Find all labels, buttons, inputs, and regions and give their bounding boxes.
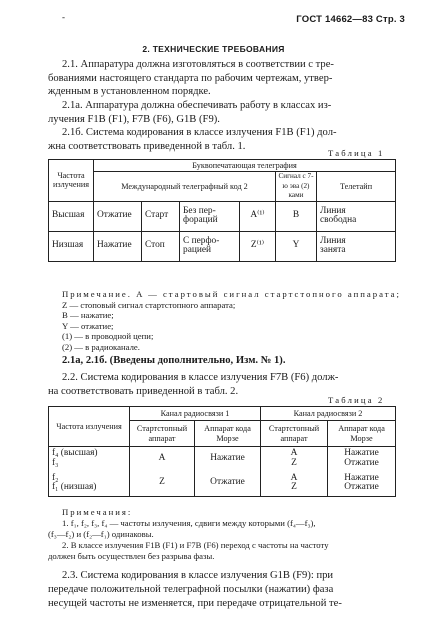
table-1-cell-line: свободна (320, 215, 357, 226)
table-1-col-emission: Частота излучения (49, 160, 94, 202)
table-2-cell-line: A (290, 448, 298, 459)
table-1-cell-line: Линия (320, 235, 346, 246)
table-1-caption: Таблица 1 (328, 148, 385, 158)
table-1-note-line: Примечание. A — стартовый сигнал стартстопного аппарата; (62, 289, 401, 299)
table-2-note-line: 1. f₁, f₂, f₃, f₄ — частоты излучения, сдвиги между которыми (f₄—f₃), (62, 518, 316, 528)
table-2-channel-2: Канал радиосвязи 2 (261, 407, 396, 421)
table-1-cell: A⁽¹⁾ (240, 201, 276, 231)
para-2-3-line-3: несущей частоты не изменяется, при передаче отрицательной те- (48, 598, 342, 609)
para-2-2-line-2: на соответствовать приведенной в табл. 2. (48, 385, 239, 397)
table-2-cell: A (130, 447, 195, 471)
table-1-cell-line: фораций (183, 215, 218, 226)
table-1-subheader-code: Международный телеграфный код 2 (94, 172, 276, 202)
table-2-cell-line: Нажатие (344, 448, 379, 459)
table-1-cell: Отжатие (94, 201, 142, 231)
para-2-1b-line-1: 2.1б. Система кодирования в классе излучения F1B (F1) дол- (62, 127, 337, 138)
table-2-cell (49, 471, 130, 497)
para-2-3-line-2: передаче положительной телеграфной посылки (нажатии) фаза (48, 584, 334, 595)
table-2-freq-line: f₄ (высшая) (52, 448, 98, 459)
table-2-caption: Таблица 2 (328, 395, 385, 405)
table-2-sub-startstop: Стартстопный аппарат (130, 421, 195, 447)
page-mark: - (62, 12, 65, 22)
table-1-cell (317, 231, 396, 261)
para-2-1-line-2: бованиями настоящего стандарта по рабочим чертежам, утвер- (48, 72, 333, 84)
table-1-cell-line: рацией (183, 245, 212, 256)
table-1-cell: B (276, 201, 317, 231)
table-2-cell: Нажатие (195, 447, 261, 471)
amendment-note: 2.1а, 2.1б. (Введены дополнительно, Изм. № 1). (62, 355, 286, 366)
para-2-3-line-1: 2.3. Система кодирования в классе излучения G1B (F9): при (62, 570, 334, 581)
table-2-cell-line: A (290, 472, 298, 483)
table-1-subheader-teletype: Телетайп (317, 172, 396, 202)
table-2-cell (49, 447, 130, 471)
table-2-sub-morse: Аппарат кода Морзе (195, 421, 261, 447)
section-title: 2. ТЕХНИЧЕСКИЕ ТРЕБОВАНИЯ (142, 44, 285, 54)
table-1-cell (180, 201, 240, 231)
table-1-group-header: Буквопечатающая телеграфия (94, 160, 396, 172)
table-2-col-emission: Частота излучения (49, 407, 130, 447)
page-header: ГОСТ 14662—83 Стр. 3 (296, 14, 405, 25)
table-1-cell: Старт (142, 201, 180, 231)
table-2-freq-line: f₁ (низшая) (52, 482, 97, 493)
table-2-note-line: должен быть осуществлен без разрыва фазы. (48, 551, 215, 561)
table-2-sub-morse: Аппарат кода Морзе (328, 421, 396, 447)
table-1-note-line: B — нажатие; (62, 310, 114, 320)
table-1-note-line: Y — отжатие; (62, 320, 114, 331)
table-2-freq-line: f₃ (52, 457, 59, 468)
table-1-note-line: (2) — в радиоканале. (62, 341, 140, 352)
table-1-cell-line: С перфо- (183, 235, 220, 246)
table-1-note-line: (1) — в проводной цепи; (62, 331, 154, 341)
table-1-subheader-signal: Сигнал с 7-ю эва (2) ками (276, 172, 317, 202)
table-1-cell: Высшая (49, 201, 94, 231)
table-1 (48, 159, 396, 262)
table-2-note-line: (f₃—f₂) и (f₂—f₁) одинаковы. (48, 529, 154, 539)
table-1-cell: Нажатие (94, 231, 142, 261)
table-2-cell-line: Z (291, 457, 297, 468)
table-2-cell (328, 471, 396, 497)
table-2 (48, 406, 396, 497)
table-1-cell: Стоп (142, 231, 180, 261)
table-2-row (49, 471, 396, 497)
table-1-note-line: Z — стоповый сигнал стартстопного аппарата; (62, 299, 236, 310)
para-2-1-line-3: жденным в установленном порядке. (48, 86, 211, 97)
table-1-cell-line: Без пер- (183, 205, 216, 216)
table-2-channel-1: Канал радиосвязи 1 (130, 407, 261, 421)
table-2-cell-line: Отжатие (344, 482, 379, 493)
table-2-sub-startstop: Стартстопный аппарат (261, 421, 328, 447)
para-2-1a-line-1: 2.1а. Аппаратура должна обеспечивать работу в классах из- (62, 100, 332, 111)
table-1-row (49, 231, 396, 261)
para-2-1b-line-2: жна соответствовать приведенной в табл. 1. (48, 140, 246, 152)
table-1-cell: Z⁽¹⁾ (240, 231, 276, 261)
table-2-cell: Отжатие (195, 471, 261, 497)
table-2-note-line: 2. В классе излучения F1B (F1) и F7B (F6) переход с частоты на частоту (62, 540, 329, 550)
table-1-cell (317, 201, 396, 231)
table-1-cell: Y (276, 231, 317, 261)
para-2-1a-line-2: лучения F1B (F1), F7B (F6), G1B (F9). (48, 113, 220, 125)
table-2-cell-line: Отжатие (344, 457, 379, 468)
table-2-cell (261, 447, 328, 471)
table-2-cell-line: Нажатие (344, 472, 379, 483)
para-2-1-line-1: 2.1. Аппаратура должна изготовляться в соответствии с тре- (62, 59, 334, 70)
table-2-cell: Z (130, 471, 195, 497)
para-2-2-line-1: 2.2. Система кодирования в классе излучения F7B (F6) долж- (62, 372, 339, 383)
table-2-note-line: Примечания: (62, 507, 133, 517)
table-1-cell (180, 231, 240, 261)
table-1-cell: Низшая (49, 231, 94, 261)
table-2-cell (261, 471, 328, 497)
table-2-freq-line: f₂ (52, 472, 59, 483)
table-2-cell-line: Z (291, 482, 297, 493)
table-2-cell (328, 447, 396, 471)
table-2-row (49, 447, 396, 471)
table-1-cell-line: занята (320, 245, 346, 256)
table-1-row (49, 201, 396, 231)
table-1-cell-line: Линия (320, 205, 346, 216)
